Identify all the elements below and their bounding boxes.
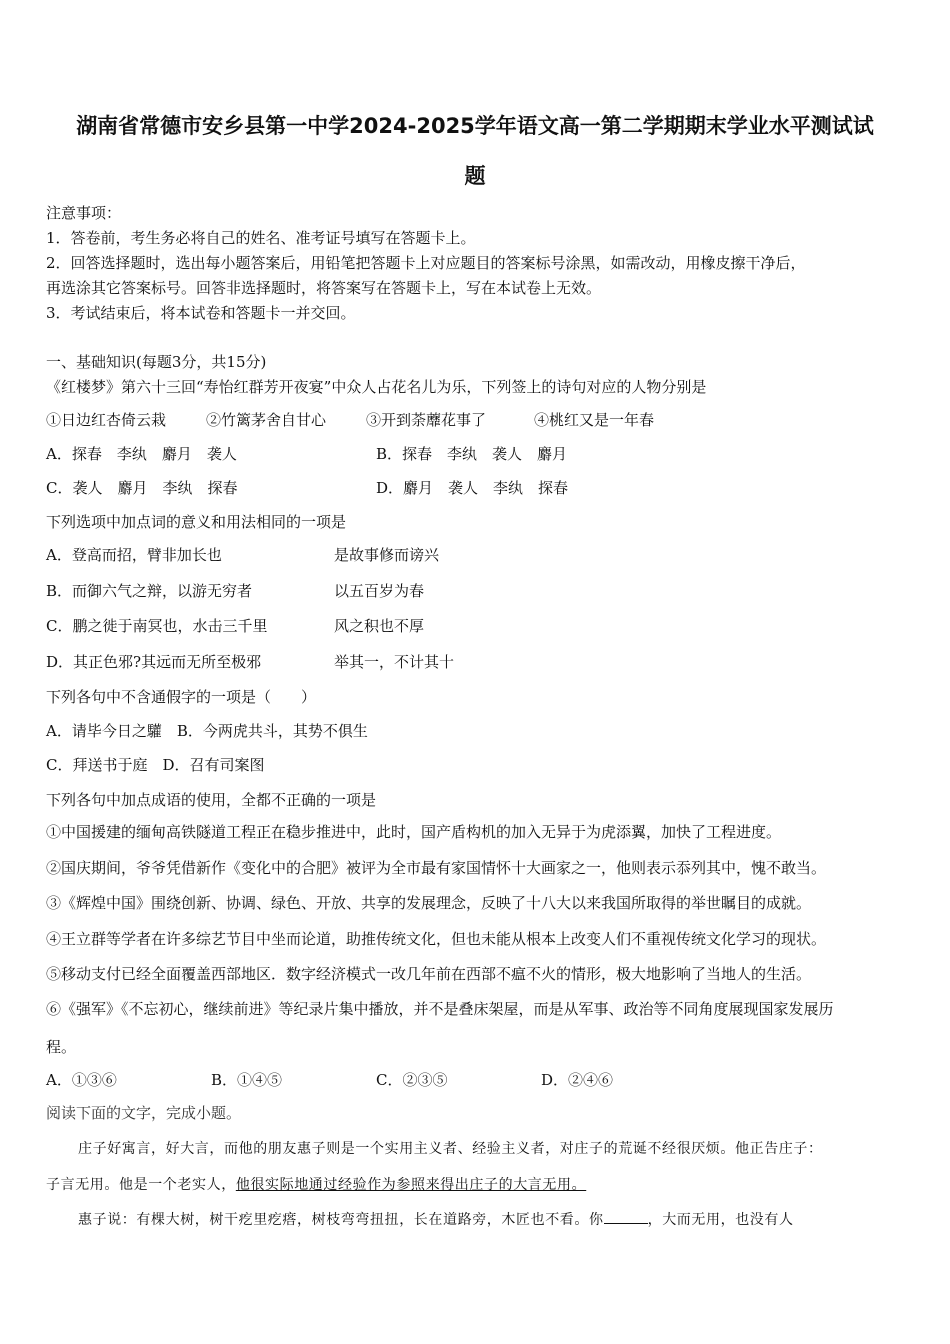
q3-options-row-1: A．请毕今日之驩 B．今两虎共斗，其势不俱生	[46, 722, 368, 740]
q4-stem: 下列各句中加点成语的使用，全都不正确的一项是	[46, 791, 377, 809]
q2-option-c-left: C．鹏之徙于南冥也，水击三千里	[46, 617, 268, 635]
q1-line-2: ②竹篱茅舍自甘心	[206, 411, 327, 429]
notice-item-2: 2．回答选择题时，选出每小题答案后，用铅笔把答题卡上对应题目的答案标号涂黑，如需改动，用橡皮擦干净后，	[46, 254, 806, 272]
q2-option-b-right: 以五百岁为春	[334, 582, 425, 600]
reading-paragraph-2	[78, 1209, 794, 1229]
fill-blank	[604, 1211, 648, 1224]
q4-item-4: ④王立群等学者在许多综艺节目中坐而论道，助推传统文化，但也未能从根本上改变人们不重视传统文化学习的现状。	[46, 930, 827, 948]
q4-option-b: B．①④⑤	[211, 1071, 283, 1089]
q2-option-b-left: B．而御六气之辩，以游无穷者	[46, 582, 253, 600]
q1-option-b: B．探春 李纨 袭人 麝月	[376, 445, 568, 463]
q1-option-c: C．袭人 麝月 李纨 探春	[46, 479, 238, 497]
q1-option-d: D．麝月 袭人 李纨 探春	[376, 479, 569, 497]
reading-plain-text: 子言无用。他是一个老实人，	[46, 1177, 236, 1193]
q2-option-d-right: 举其一，不计其十	[334, 653, 455, 671]
q1-option-a: A．探春 李纨 麝月 袭人	[46, 445, 237, 463]
reading-intro: 阅读下面的文字，完成小题。	[46, 1104, 242, 1122]
notice-heading: 注意事项：	[46, 204, 122, 222]
q1-line-4: ④桃红又是一年春	[534, 411, 655, 429]
notice-item-2-cont: 再选涂其它答案标号。回答非选择题时，将答案写在答题卡上，写在本试卷上无效。	[46, 279, 602, 297]
q4-item-5: ⑤移动支付已经全面覆盖西部地区．数字经济模式一改几年前在西部不瘟不火的情形，极大地影响了当地人的生活。	[46, 965, 812, 983]
exam-title-line2: 题	[464, 164, 486, 188]
q3-stem: 下列各句中不含通假字的一项是（ ）	[46, 688, 317, 706]
q2-option-a-right: 是故事修而谤兴	[334, 546, 440, 564]
q4-item-6-cont: 程。	[46, 1038, 77, 1056]
notice-item-1: 1．答卷前，考生务必将自己的姓名、准考证号填写在答题卡上。	[46, 229, 476, 247]
q1-line-3: ③开到荼蘼花事了	[366, 411, 487, 429]
q2-option-d-left: D．其正色邪?其远而无所至极邪	[46, 653, 262, 671]
q3-options-row-2: C．拜送书于庭 D．召有司案图	[46, 756, 265, 774]
q4-option-c: C．②③⑤	[376, 1071, 448, 1089]
q2-stem: 下列选项中加点词的意义和用法相同的一项是	[46, 513, 347, 531]
reading-paragraph-1-line-2	[46, 1174, 586, 1194]
q1-line-1: ①日边红杏倚云栽	[46, 411, 167, 429]
q2-option-a-left: A．登高而招，臂非加长也	[46, 546, 222, 564]
reading-paragraph-1-line-1: 庄子好寓言，好大言，而他的朋友惠子则是一个实用主义者、经验主义者，对庄子的荒诞不经很厌烦。他正告庄子：	[78, 1141, 823, 1157]
q4-option-a: A．①③⑥	[46, 1071, 117, 1089]
q4-item-6: ⑥《强军》《不忘初心，继续前进》等纪录片集中播放，并不是叠床架屋，而是从军事、政治等不同角度展现国家发展历	[46, 1000, 834, 1018]
q2-option-c-right: 风之积也不厚	[334, 617, 425, 635]
q4-item-2: ②国庆期间，爷爷凭借新作《变化中的合肥》被评为全市最有家国情怀十大画家之一，他则表示忝列其中，愧不敢当。	[46, 859, 827, 877]
q1-stem: 《红楼梦》第六十三回“寿怡红群芳开夜宴”中众人占花名儿为乐，下列签上的诗句对应的人物分别是	[46, 378, 707, 396]
q4-option-d: D．②④⑥	[541, 1071, 614, 1089]
reading-p2-before: 惠子说：有棵大树，树干疙里疙瘩，树枝弯弯扭扭，长在道路旁，木匠也不看。你	[78, 1212, 604, 1228]
reading-p2-after: ，大而无用，也没有人	[647, 1212, 794, 1228]
exam-title-line1: 湖南省常德市安乡县第一中学2024-2025学年语文高一第二学期期末学业水平测试试	[76, 114, 874, 138]
q4-item-3: ③《辉煌中国》围绕创新、协调、绿色、开放、共享的发展理念，反映了十八大以来我国所取得的举世瞩目的成就。	[46, 894, 812, 912]
reading-underlined-sentence: 他很实际地通过经验作为参照来得出庄子的大言无用。	[235, 1177, 587, 1193]
section1-heading: 一、基础知识(每题3分，共15分)	[46, 353, 267, 371]
notice-item-3: 3．考试结束后，将本试卷和答题卡一并交回。	[46, 304, 356, 322]
q4-item-1: ①中国援建的缅甸高铁隧道工程正在稳步推进中，此时，国产盾构机的加入无异于为虎添翼，加快了工程进度。	[46, 823, 782, 841]
